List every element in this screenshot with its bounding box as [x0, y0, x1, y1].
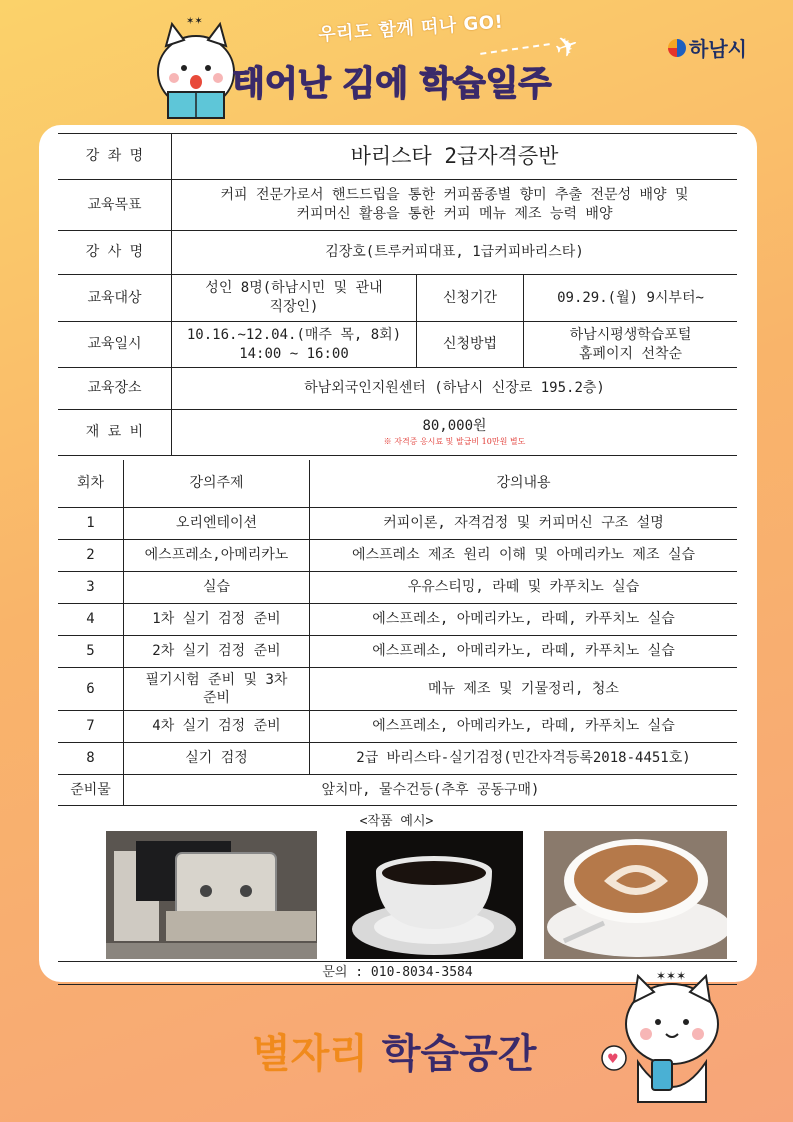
session-topic [124, 667, 310, 710]
apply-method-line-2: 홈페이지 선착순 [578, 345, 683, 362]
info-row-place [58, 368, 737, 410]
course-value: 바리스타 2급자격증반 [172, 134, 738, 180]
session-topic: 1차 실기 검정 준비 [124, 603, 310, 635]
latte-art-photo [544, 831, 727, 959]
espresso-machine-photo [106, 831, 317, 959]
slogan: 우리도 함께 떠나 GO! [317, 11, 504, 46]
course-label: 강 좌 명 [58, 134, 172, 180]
course-info-table [58, 133, 737, 456]
hanam-logo-icon [668, 39, 686, 57]
schedule-table [58, 460, 737, 806]
table-row [58, 635, 737, 667]
session-number: 5 [58, 635, 124, 667]
session-topic: 오리엔테이션 [124, 507, 310, 539]
table-row [58, 710, 737, 742]
fee-value-cell [172, 410, 738, 456]
program-title-part2: 학습일주 [419, 64, 552, 104]
fee-value: 80,000원 [422, 418, 487, 434]
apply-method-value [524, 322, 738, 368]
session-topic-line-1: 필기시험 준비 및 3차 [145, 671, 288, 688]
datetime-label: 교육일시 [58, 322, 172, 368]
target-label: 교육대상 [58, 275, 172, 322]
apply-method-line-1: 하남시평생학습포털 [569, 326, 692, 343]
header-topic: 강의주제 [124, 460, 310, 507]
black-coffee-photo [346, 831, 523, 959]
session-content: 에스프레소, 아메리카노, 라떼, 카푸치노 실습 [310, 603, 738, 635]
prep-row [58, 774, 737, 805]
session-content: 에스프레소, 아메리카노, 라떼, 카푸치노 실습 [310, 635, 738, 667]
prep-label: 준비물 [58, 774, 124, 805]
header-session: 회차 [58, 460, 124, 507]
place-value: 하남외국인지원센터 (하남시 신장로 195.2층) [172, 368, 738, 410]
footer-title [252, 1022, 536, 1079]
session-content: 에스프레소, 아메리카노, 라떼, 카푸치노 실습 [310, 710, 738, 742]
session-topic: 에스프레소,아메리카노 [124, 539, 310, 571]
footer-title-part1: 별자리 [252, 1031, 368, 1077]
info-row-goal [58, 180, 737, 231]
program-title-part1: 태어난 김에 [232, 64, 409, 104]
table-row [58, 742, 737, 774]
session-number: 6 [58, 667, 124, 710]
info-row-datetime [58, 322, 737, 368]
header [0, 0, 793, 125]
session-number: 2 [58, 539, 124, 571]
session-content: 메뉴 제조 및 기물정리, 청소 [310, 667, 738, 710]
goal-label: 교육목표 [58, 180, 172, 231]
target-line-2: 직장인) [269, 299, 319, 315]
session-number: 3 [58, 571, 124, 603]
table-row [58, 603, 737, 635]
header-content: 강의내용 [310, 460, 738, 507]
session-number: 4 [58, 603, 124, 635]
program-title [232, 56, 551, 105]
mascot-reading-map-icon [150, 12, 242, 122]
instructor-value: 김장호(트루커피대표, 1급커피바리스타) [172, 231, 738, 275]
table-row [58, 539, 737, 571]
info-row-target [58, 275, 737, 322]
session-number: 7 [58, 710, 124, 742]
mascot-with-phone-icon [598, 962, 730, 1112]
datetime-line-1: 10.16.~12.04.(매주 목, 8회) [186, 326, 402, 343]
apply-period-label: 신청기간 [417, 275, 524, 322]
espresso-machine-illustration [106, 831, 317, 959]
airplane-icon: ✈ [550, 26, 584, 67]
apply-method-label: 신청방법 [417, 322, 524, 368]
goal-value [172, 180, 738, 231]
table-row [58, 571, 737, 603]
instructor-label: 강 사 명 [58, 231, 172, 275]
fee-note: ※ 자격증 응시료 및 발급비 10만원 별도 [383, 437, 526, 446]
info-row-course [58, 134, 737, 180]
datetime-line-2: 14:00 ~ 16:00 [239, 345, 349, 362]
session-content: 2급 바리스타-실기검정(민간자격등록2018-4451호) [310, 742, 738, 774]
black-coffee-illustration [346, 831, 523, 959]
hanam-logo-text: 하남시 [689, 37, 747, 61]
session-topic: 실기 검정 [124, 742, 310, 774]
goal-line-2: 커피머신 활용을 통한 커피 메뉴 제조 능력 배양 [296, 206, 613, 222]
session-topic: 2차 실기 검정 준비 [124, 635, 310, 667]
info-row-fee [58, 410, 737, 456]
flight-path-divider [480, 43, 550, 55]
session-number: 1 [58, 507, 124, 539]
goal-line-1: 커피 전문가로서 핸드드립을 통한 커피품종별 향미 추출 전문성 배양 및 [220, 187, 689, 203]
svg-text:✶✶✶: ✶✶✶ [656, 969, 687, 983]
contact-info: 문의 : 010-8034-3584 [58, 961, 737, 985]
session-content: 커피이론, 자격검정 및 커피머신 구조 설명 [310, 507, 738, 539]
session-content: 에스프레소 제조 원리 이해 및 아메리카노 제조 실습 [310, 539, 738, 571]
table-row [58, 507, 737, 539]
place-label: 교육장소 [58, 368, 172, 410]
info-row-instructor [58, 231, 737, 275]
apply-period-value: 09.29.(월) 9시부터~ [524, 275, 738, 322]
latte-art-illustration [544, 831, 727, 959]
svg-text:♥: ♥ [607, 1052, 619, 1067]
session-topic-line-2: 준비 [202, 689, 231, 706]
datetime-value [172, 322, 417, 368]
footer-title-part2: 학습공간 [381, 1031, 537, 1077]
target-line-1: 성인 8명(하남시민 및 관내 [205, 280, 383, 296]
svg-text:✶✶: ✶✶ [186, 16, 203, 27]
table-row [58, 667, 737, 710]
schedule-header-row [58, 460, 737, 507]
fee-label: 재 료 비 [58, 410, 172, 456]
hanam-logo [668, 33, 747, 62]
session-number: 8 [58, 742, 124, 774]
target-value [172, 275, 417, 322]
session-topic: 실습 [124, 571, 310, 603]
prep-value: 앞치마, 물수건등(추후 공동구매) [124, 774, 738, 805]
session-content: 우유스티밍, 라떼 및 카푸치노 실습 [310, 571, 738, 603]
session-topic: 4차 실기 검정 준비 [124, 710, 310, 742]
examples-label: <작품 예시> [359, 814, 434, 829]
